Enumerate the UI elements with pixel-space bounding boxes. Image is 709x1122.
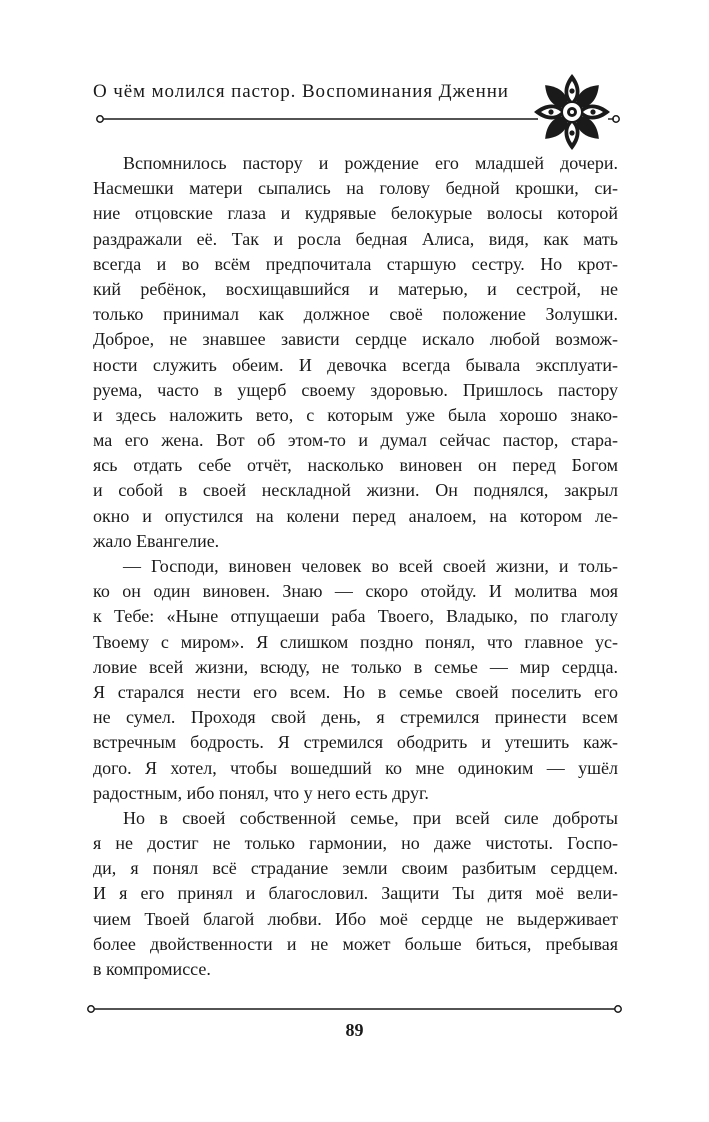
text-line: ди, я понял всё страдание земли своим разбитым сердцем. xyxy=(93,858,618,879)
text-line: я не достиг не только гармонии, но даже чистоты. Госпо- xyxy=(93,833,618,854)
text-line: Я старался нести его всем. Но в семье своей поселить его xyxy=(93,681,618,702)
text-line: радостным, ибо понял, что у него есть друг. xyxy=(93,782,429,803)
text-line: к Тебе: «Ныне отпущаеши раба Твоего, Владыко, по глаголу xyxy=(93,606,618,627)
text-line: дого. Я хотел, чтобы вошедший ко мне одиноким — ушёл xyxy=(93,757,618,778)
text-line: Насмешки матери сыпались на голову бедной крошки, си- xyxy=(93,178,618,199)
mandala-ornament-icon xyxy=(532,72,612,152)
text-line: раздражали её. Так и росла бедная Алиса, видя, как мать xyxy=(93,228,618,249)
text-line: ние отцовские глаза и кудрявые белокурые волосы которой xyxy=(93,203,618,224)
text-line: окно и опустился на колени перед аналоем, на котором ле- xyxy=(93,505,618,526)
text-line: Доброе, не знавшее зависти сердце искало любой возмож- xyxy=(93,329,618,350)
body-text xyxy=(93,151,618,982)
text-line: только принимал как должное своё положение Золушки. xyxy=(93,304,618,325)
page-number: 89 xyxy=(345,1020,364,1040)
text-line: всегда и во всём предпочитала старшую сестру. Но крот- xyxy=(93,253,618,274)
text-line: Твоему с миром». Я слишком поздно понял, что главное ус- xyxy=(93,631,618,652)
text-line: встречным бодрость. Я стремился ободрить и утешить каж- xyxy=(93,732,618,753)
text-line: более двойственности и не может больше биться, пребывая xyxy=(93,933,618,954)
text-line: не сумел. Проходя свой день, я стремился принести всем xyxy=(93,707,618,728)
running-title: О чём молился пастор. Воспоминания Дженни xyxy=(93,81,509,102)
text-line: руема, часто в ущерб своему здоровью. Пришлось пастору xyxy=(93,379,618,400)
text-line: Вспомнилось пастору и рождение его младшей дочери. xyxy=(123,153,618,173)
text-line: ма его жена. Вот об этом-то и думал сейчас пастор, стара- xyxy=(93,430,618,451)
text-line: ко он один виновен. Знаю — скоро отойду. И молитва моя xyxy=(93,581,618,602)
text-line: и собой в своей нескладной жизни. Он поднялся, закрыл xyxy=(93,480,618,501)
text-line: чием Твоей благой любви. Ибо моё сердце не выдерживает xyxy=(93,908,618,929)
text-line: Но в своей собственной семье, при всей силе доброты xyxy=(123,807,618,828)
text-line: жало Евангелие. xyxy=(93,530,220,551)
text-line: в компромиссе. xyxy=(93,959,211,979)
footer-rule xyxy=(87,1003,622,1015)
text-line: ясь отдать себе отчёт, насколько виновен он перед Богом xyxy=(93,455,618,476)
text-line: — Господи, виновен человек во всей своей жизни, и толь- xyxy=(123,556,618,576)
text-line: кий ребёнок, восхищавшийся и матерью, и сестрой, не xyxy=(93,278,618,299)
text-line: ности служить обеим. И девочка всегда бывала эксплуати- xyxy=(93,354,618,375)
text-line: И я его принял и благословил. Защити Ты дитя моё вели- xyxy=(93,883,618,904)
text-line: ловие всей жизни, всюду, не только в семье — мир сердца. xyxy=(93,656,618,677)
text-line: и здесь наложить вето, с которым уже была хорошо знако- xyxy=(93,404,618,425)
